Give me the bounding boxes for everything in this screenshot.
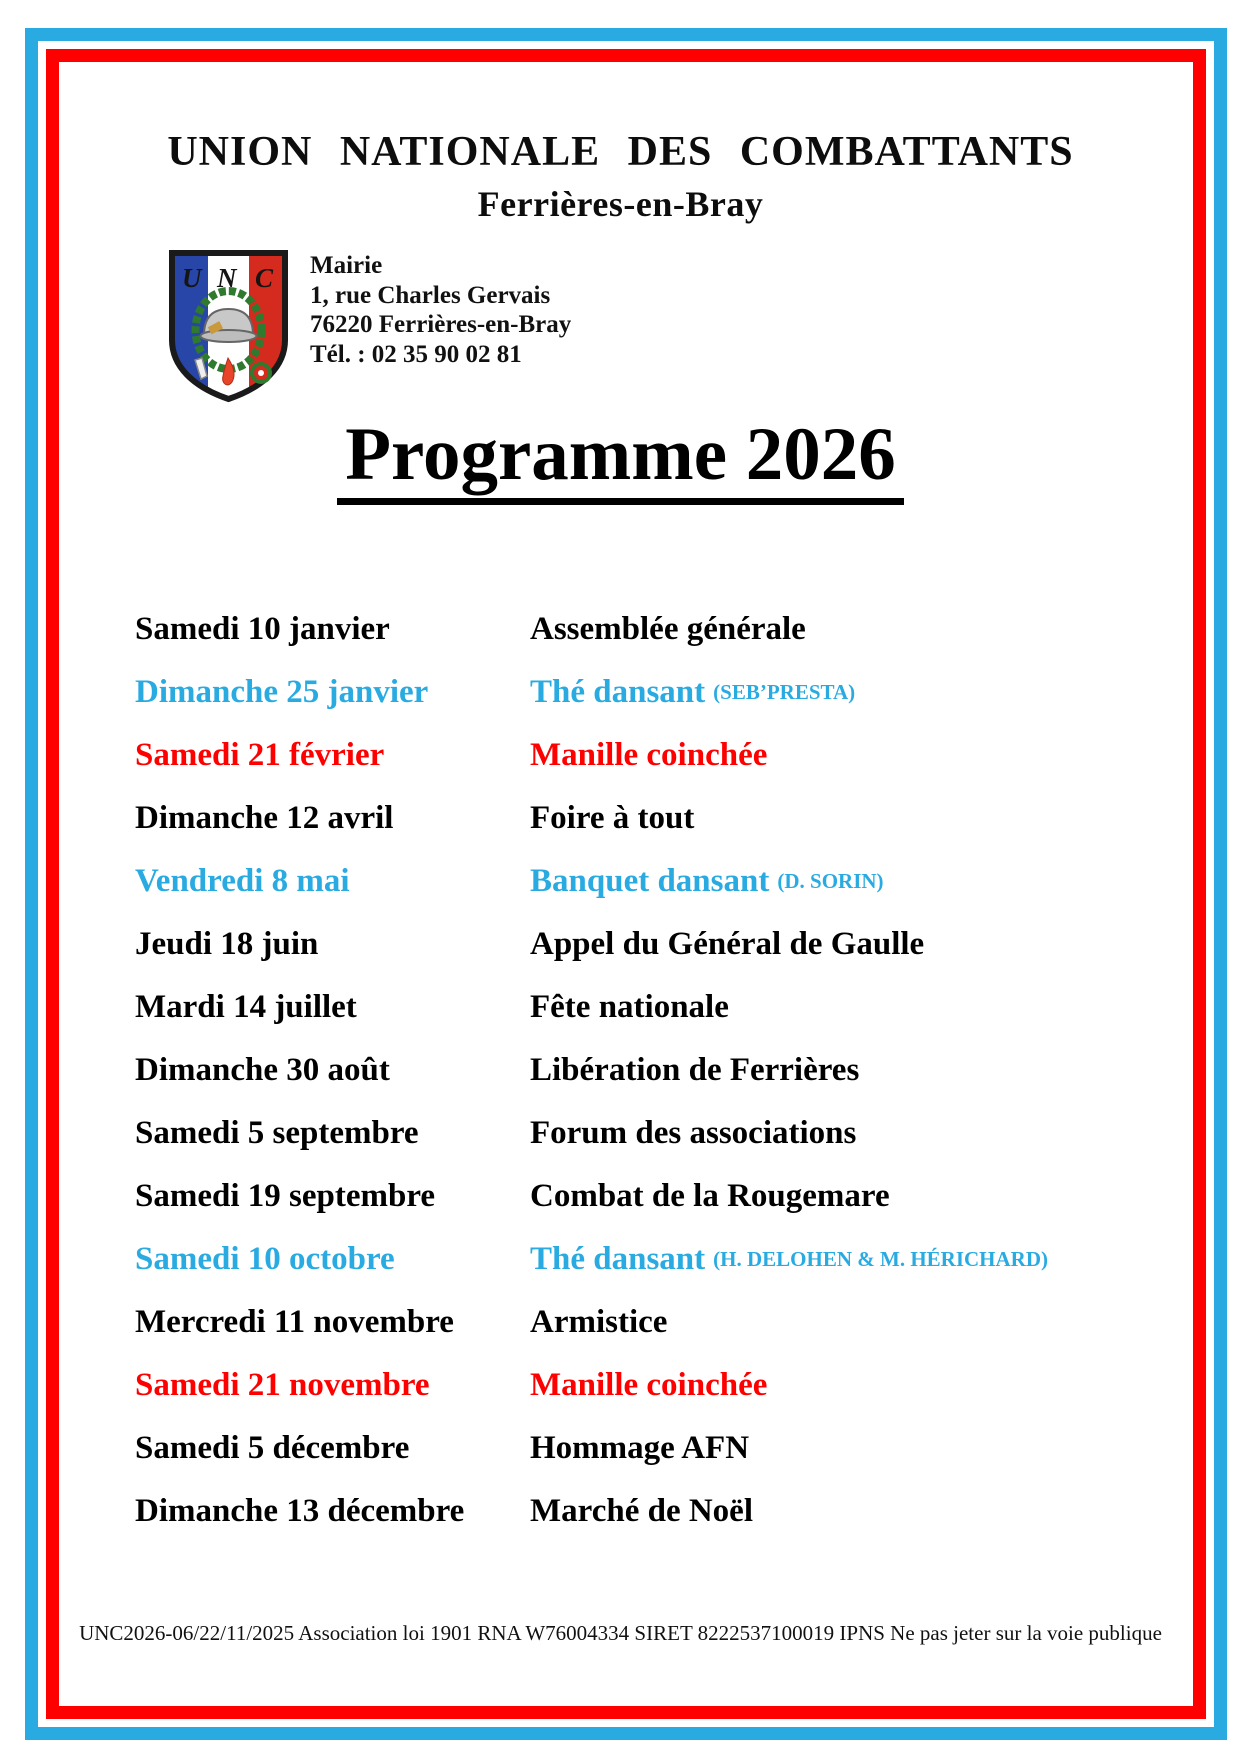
event-date: Samedi 19 septembre xyxy=(135,1178,436,1214)
event-row xyxy=(135,1165,1145,1228)
event-name: Assemblée générale xyxy=(530,611,806,647)
event-name: Banquet dansant xyxy=(530,863,770,899)
event-row xyxy=(135,913,1145,976)
program-title: Programme 2026 xyxy=(337,416,904,505)
event-row xyxy=(135,1354,1145,1417)
logo-letter-u: U xyxy=(182,263,202,293)
event-name: Foire à tout xyxy=(530,800,695,836)
event-name: Hommage AFN xyxy=(530,1430,750,1466)
event-date: Jeudi 18 juin xyxy=(135,926,319,962)
event-row xyxy=(135,1417,1145,1480)
event-row xyxy=(135,661,1145,724)
event-date: Dimanche 13 décembre xyxy=(135,1493,465,1529)
event-name: Manille coinchée xyxy=(530,737,768,773)
event-note: (H. DELOHEN & M. HÉRICHARD) xyxy=(713,1247,1048,1271)
footer-legal-text: UNC2026-06/22/11/2025 Association loi 1901 RNA W76004334 SIRET 8222537100019 IPNS Ne pas jeter sur la voie publique xyxy=(79,1621,1162,1645)
event-name: Thé dansant xyxy=(530,674,706,710)
logo-cocarde-center xyxy=(258,370,264,376)
address-line-3: 76220 Ferrières-en-Bray xyxy=(310,311,572,338)
event-date: Vendredi 8 mai xyxy=(135,863,350,899)
event-row xyxy=(135,598,1145,661)
event-date: Dimanche 30 août xyxy=(135,1052,390,1088)
event-row xyxy=(135,1480,1145,1543)
event-row xyxy=(135,724,1145,787)
event-date: Samedi 21 février xyxy=(135,737,385,773)
event-name: Appel du Général de Gaulle xyxy=(530,926,925,962)
events-list xyxy=(135,598,1145,1543)
program-title-wrap xyxy=(0,413,1241,505)
logo-helmet-brim xyxy=(201,330,257,342)
event-row xyxy=(135,1291,1145,1354)
event-date: Samedi 10 janvier xyxy=(135,611,390,647)
event-name: Thé dansant xyxy=(530,1241,706,1277)
association-subtitle: Ferrières-en-Bray xyxy=(477,184,764,224)
event-date: Mardi 14 juillet xyxy=(135,989,357,1025)
event-name: Armistice xyxy=(530,1304,668,1340)
event-note: (SEB’PRESTA) xyxy=(713,680,856,704)
event-note: (D. SORIN) xyxy=(777,869,884,893)
event-name: Marché de Noël xyxy=(530,1493,753,1529)
event-date: Mercredi 11 novembre xyxy=(135,1304,454,1340)
logo-letter-n: N xyxy=(217,263,237,293)
unc-shield-logo xyxy=(167,248,290,406)
association-title: UNION NATIONALE DES COMBATTANTS xyxy=(167,129,1074,175)
address-block xyxy=(310,251,571,369)
event-row xyxy=(135,1228,1145,1291)
event-name: Manille coinchée xyxy=(530,1367,768,1403)
event-name: Fête nationale xyxy=(530,989,729,1025)
event-date: Samedi 5 septembre xyxy=(135,1115,419,1151)
event-name: Libération de Ferrières xyxy=(530,1052,860,1088)
event-row xyxy=(135,1039,1145,1102)
event-date: Samedi 21 novembre xyxy=(135,1367,430,1403)
event-date: Samedi 5 décembre xyxy=(135,1430,410,1466)
logo-letter-c: C xyxy=(255,263,274,293)
event-row xyxy=(135,976,1145,1039)
event-row xyxy=(135,787,1145,850)
address-line-1: Mairie xyxy=(310,252,383,279)
event-date: Samedi 10 octobre xyxy=(135,1241,395,1277)
event-name: Combat de la Rougemare xyxy=(530,1178,890,1214)
event-row xyxy=(135,1102,1145,1165)
address-line-2: 1, rue Charles Gervais xyxy=(310,281,551,309)
event-name: Forum des associations xyxy=(530,1115,857,1151)
event-date: Dimanche 12 avril xyxy=(135,800,394,836)
event-row xyxy=(135,850,1145,913)
event-date: Dimanche 25 janvier xyxy=(135,674,429,710)
address-line-4: Tél. : 02 35 90 02 81 xyxy=(310,340,522,368)
